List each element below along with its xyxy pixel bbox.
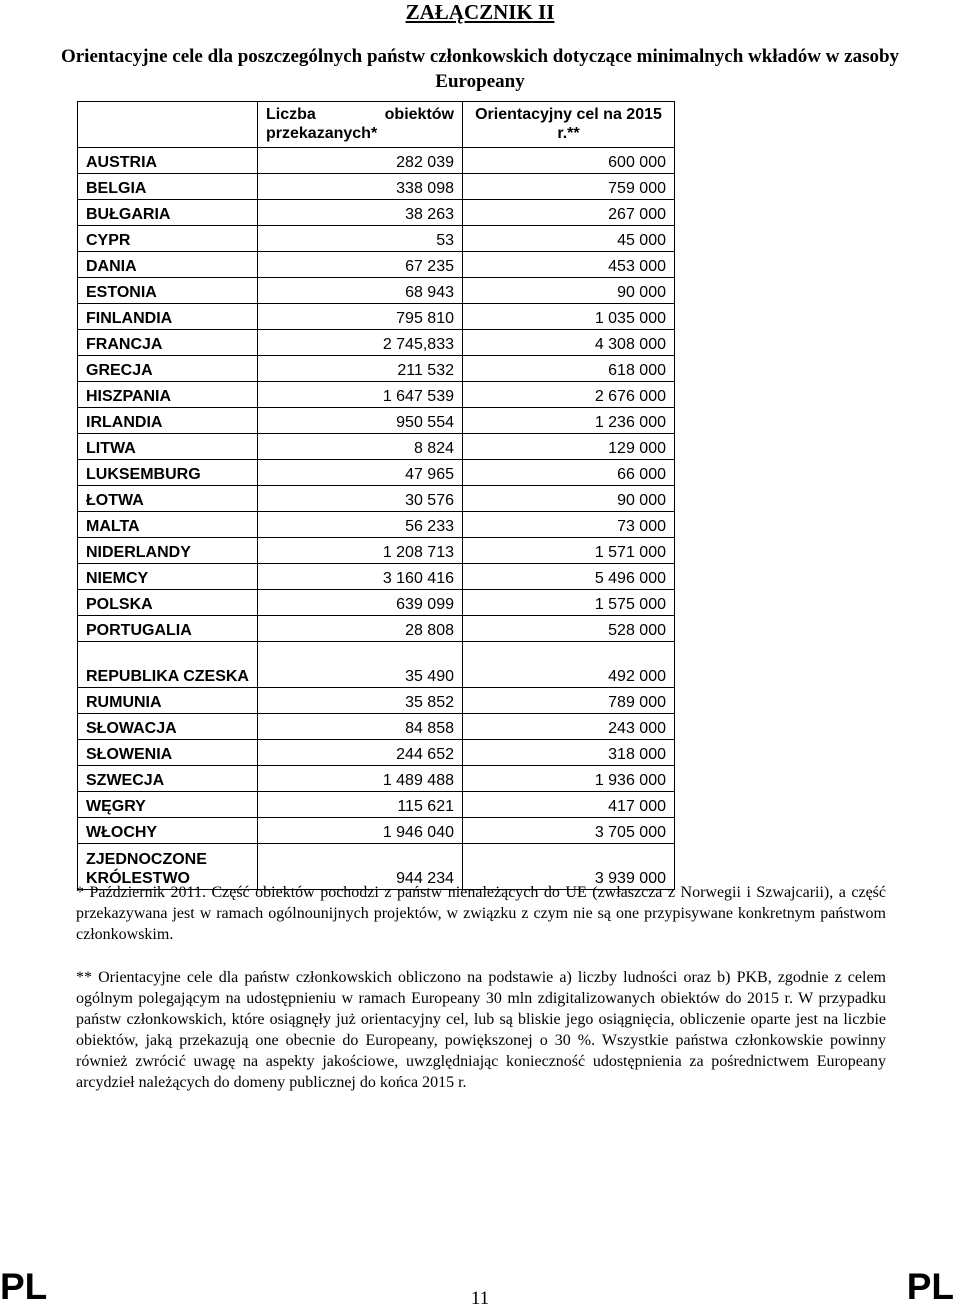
table-row	[78, 512, 675, 538]
target-cell: 789 000	[463, 688, 675, 714]
country-cell: SŁOWENIA	[78, 740, 258, 766]
objects-cell: 35 490	[258, 642, 463, 688]
target-cell: 1 035 000	[463, 304, 675, 330]
table-body	[78, 148, 675, 890]
country-cell: ESTONIA	[78, 278, 258, 304]
country-cell: POLSKA	[78, 590, 258, 616]
objects-cell: 3 160 416	[258, 564, 463, 590]
country-cell: REPUBLIKA CZESKA	[78, 642, 258, 688]
target-cell: 759 000	[463, 174, 675, 200]
objects-cell: 47 965	[258, 460, 463, 486]
target-cell: 3 705 000	[463, 818, 675, 844]
target-cell: 66 000	[463, 460, 675, 486]
target-cell: 90 000	[463, 486, 675, 512]
annex-title: ZAŁĄCZNIK II	[405, 0, 555, 24]
table-row	[78, 642, 675, 688]
country-cell: RUMUNIA	[78, 688, 258, 714]
table-row	[78, 408, 675, 434]
country-cell: BELGIA	[78, 174, 258, 200]
objects-cell: 639 099	[258, 590, 463, 616]
table-row	[78, 590, 675, 616]
target-cell: 5 496 000	[463, 564, 675, 590]
table-row	[78, 766, 675, 792]
objects-cell: 211 532	[258, 356, 463, 382]
country-cell: WĘGRY	[78, 792, 258, 818]
language-code-left: PL	[0, 1266, 48, 1307]
country-cell: FINLANDIA	[78, 304, 258, 330]
targets-table	[77, 101, 675, 890]
target-cell: 492 000	[463, 642, 675, 688]
country-cell: DANIA	[78, 252, 258, 278]
target-cell: 1 936 000	[463, 766, 675, 792]
target-cell: 4 308 000	[463, 330, 675, 356]
country-cell: BUŁGARIA	[78, 200, 258, 226]
page-number: 11	[470, 1288, 490, 1309]
objects-cell: 67 235	[258, 252, 463, 278]
objects-cell: 68 943	[258, 278, 463, 304]
table-row	[78, 148, 675, 174]
target-cell: 1 571 000	[463, 538, 675, 564]
footnote-objects: * Październik 2011. Część obiektów pochodzi z państw nienależących do UE (zwłaszcza z Norwegii i Szwajcarii), a część przekazywana jest w ramach ogólnounijnych projektów, w związku z czym nie są one przypisywane konkretnym państwom członkowskim.	[76, 884, 886, 943]
objects-cell: 115 621	[258, 792, 463, 818]
country-cell: HISZPANIA	[78, 382, 258, 408]
objects-cell: 244 652	[258, 740, 463, 766]
table-row	[78, 486, 675, 512]
objects-cell: 795 810	[258, 304, 463, 330]
country-cell: LUKSEMBURG	[78, 460, 258, 486]
target-cell: 1 236 000	[463, 408, 675, 434]
target-cell: 73 000	[463, 512, 675, 538]
country-cell: ŁOTWA	[78, 486, 258, 512]
table-row	[78, 714, 675, 740]
target-cell: 243 000	[463, 714, 675, 740]
target-cell: 618 000	[463, 356, 675, 382]
footnote-targets: ** Orientacyjne cele dla państw członkowskich obliczono na podstawie a) liczby ludności oraz b) PKB, zgodnie z celem ogólnym polegającym na udostępnieniu w ramach Europeany 30 mln zdigitalizowanych obiektów do 2015 r. W przypadku państw członkowskich, które osiągnęły już orientacyjny cel, lub są bliskie jego osiągnięcia, obliczenie oparte jest na liczbie obiektów, jaką przekazują one obecnie do Europeany, powiększonej o 30 %. Wszystkie państwa członkowskie powinny również zwrócić uwagę na aspekty jakościowe, uwzględniając konieczność udostępnienia za pośrednictwem Europeany arcydzieł należących do domeny publicznej do końca 2015 r.	[76, 969, 886, 1091]
country-cell: WŁOCHY	[78, 818, 258, 844]
objects-cell: 53	[258, 226, 463, 252]
country-cell: FRANCJA	[78, 330, 258, 356]
target-cell: 600 000	[463, 148, 675, 174]
table-row	[78, 792, 675, 818]
objects-cell: 950 554	[258, 408, 463, 434]
objects-cell: 944 234	[258, 844, 463, 890]
table-row	[78, 330, 675, 356]
table-header-row	[78, 102, 675, 148]
country-cell: CYPR	[78, 226, 258, 252]
table-row	[78, 226, 675, 252]
column-header-objects: Liczba obiektów przekazanych*	[258, 102, 463, 148]
objects-cell: 38 263	[258, 200, 463, 226]
country-cell: NIEMCY	[78, 564, 258, 590]
table-row	[78, 564, 675, 590]
target-cell: 129 000	[463, 434, 675, 460]
target-cell: 2 676 000	[463, 382, 675, 408]
target-cell: 3 939 000	[463, 844, 675, 890]
table-row	[78, 382, 675, 408]
table-row	[78, 252, 675, 278]
country-cell: IRLANDIA	[78, 408, 258, 434]
table-row	[78, 740, 675, 766]
objects-cell: 84 858	[258, 714, 463, 740]
table-row	[78, 356, 675, 382]
country-cell: LITWA	[78, 434, 258, 460]
table-row	[78, 174, 675, 200]
target-cell: 453 000	[463, 252, 675, 278]
table-row	[78, 538, 675, 564]
country-cell: AUSTRIA	[78, 148, 258, 174]
table-title: Orientacyjne cele dla poszczególnych państw członkowskich dotyczące minimalnych wkładów w zasoby Europeany	[60, 46, 900, 92]
table-row	[78, 434, 675, 460]
target-cell: 1 575 000	[463, 590, 675, 616]
objects-cell: 282 039	[258, 148, 463, 174]
table-row	[78, 278, 675, 304]
target-cell: 45 000	[463, 226, 675, 252]
country-cell: GRECJA	[78, 356, 258, 382]
objects-cell: 1 208 713	[258, 538, 463, 564]
column-header-target: Orientacyjny cel na 2015 r.**	[463, 102, 675, 148]
table-row	[78, 200, 675, 226]
objects-cell: 8 824	[258, 434, 463, 460]
column-header-country	[78, 102, 258, 148]
target-cell: 528 000	[463, 616, 675, 642]
target-cell: 417 000	[463, 792, 675, 818]
table-row	[78, 304, 675, 330]
table-row	[78, 818, 675, 844]
objects-cell: 338 098	[258, 174, 463, 200]
objects-cell: 1 489 488	[258, 766, 463, 792]
table-row	[78, 616, 675, 642]
country-cell: MALTA	[78, 512, 258, 538]
objects-cell: 1 647 539	[258, 382, 463, 408]
country-cell: ZJEDNOCZONE KRÓLESTWO	[78, 844, 258, 890]
country-cell: NIDERLANDY	[78, 538, 258, 564]
objects-cell: 28 808	[258, 616, 463, 642]
country-cell: SŁOWACJA	[78, 714, 258, 740]
target-cell: 267 000	[463, 200, 675, 226]
objects-cell: 2 745,833	[258, 330, 463, 356]
objects-cell: 35 852	[258, 688, 463, 714]
language-code-right: PL	[906, 1266, 954, 1307]
country-cell: PORTUGALIA	[78, 616, 258, 642]
table-row	[78, 460, 675, 486]
objects-cell: 56 233	[258, 512, 463, 538]
objects-cell: 30 576	[258, 486, 463, 512]
country-cell: SZWECJA	[78, 766, 258, 792]
table-row	[78, 688, 675, 714]
objects-cell: 1 946 040	[258, 818, 463, 844]
target-cell: 90 000	[463, 278, 675, 304]
target-cell: 318 000	[463, 740, 675, 766]
